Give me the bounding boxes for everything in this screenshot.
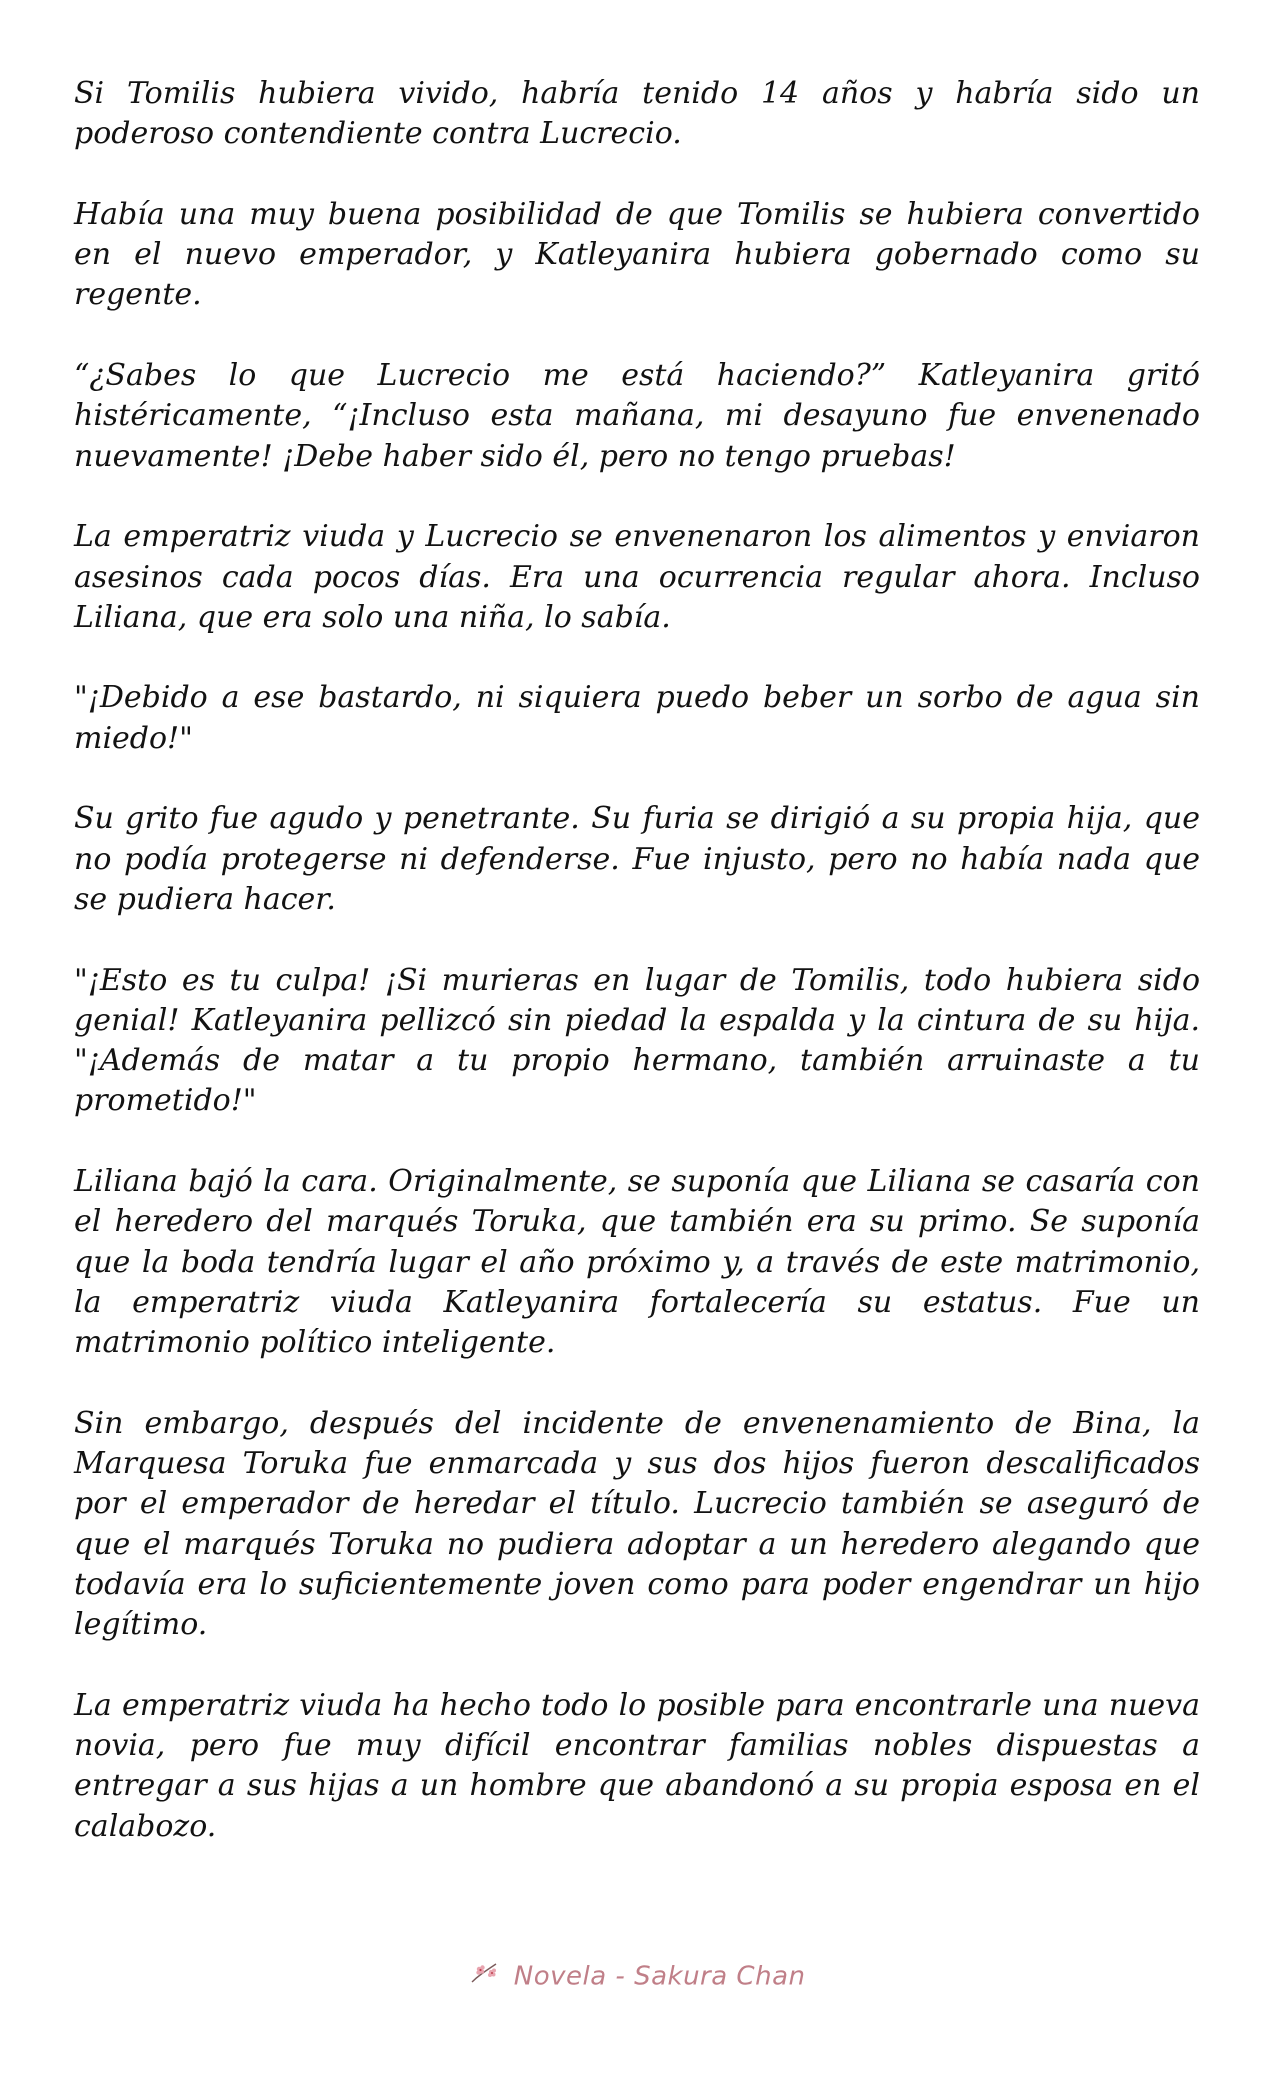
paragraph-8: Liliana bajó la cara. Originalmente, se suponía que Liliana se casaría con el heredero del marqués Toruka, que también era su primo. Se suponía que la boda tendría lugar el año próximo y, a través de este matrimonio, la emperatriz viuda Katleyanira fortalecería su estatus. Fue un matrimonio político inteligente.	[74, 1164, 1200, 1361]
paragraph-4: La emperatriz viuda y Lucrecio se envenenaron los alimentos y enviaron asesinos cada pocos días. Era una ocurrencia regular ahora. Incluso Liliana, que era solo una niña, lo sabía.	[74, 519, 1200, 635]
paragraph-2: Había una muy buena posibilidad de que Tomilis se hubiera convertido en el nuevo emperador, y Katleyanira hubiera gobernado como su regente.	[74, 196, 1200, 313]
paragraph-9: Sin embargo, después del incidente de envenenamiento de Bina, la Marquesa Toruka fue enmarcada y sus dos hijos fueron descalificados por el emperador de heredar el título. Lucrecio también se aseguró de que el marqués Toruka no pudiera adoptar a un heredero alegando que todavía era lo suficientemente joven como para poder engendrar un hijo legítimo.	[74, 1405, 1200, 1643]
cherry-blossom-icon	[470, 1960, 500, 1993]
paragraph-6: Su grito fue agudo y penetrante. Su furia se dirigió a su propia hija, que no podía protegerse ni defenderse. Fue injusto, pero no había nada que se pudiera hacer.	[74, 801, 1200, 917]
watermark-text: Novela - Sakura Chan	[513, 1961, 806, 1992]
paragraph-10: La emperatriz viuda ha hecho todo lo posible para encontrarle una nueva novia, pero fue muy difícil encontrar familias nobles dispuestas a entregar a sus hijas a un hombre que abandonó a su propia esposa en el calabozo.	[74, 1687, 1200, 1844]
paragraph-7: "¡Esto es tu culpa! ¡Si murieras en lugar de Tomilis, todo hubiera sido genial! Katleyanira pellizcó sin piedad la espalda y la cintura de su hija. "¡Además de matar a tu propio hermano, también arruinaste a tu prometido!"	[74, 962, 1200, 1119]
document-body	[74, 74, 1200, 1887]
paragraph-5: "¡Debido a ese bastardo, ni siquiera puedo beber un sorbo de agua sin miedo!"	[74, 680, 1200, 756]
paragraph-1: Si Tomilis hubiera vivido, habría tenido 14 años y habría sido un poderoso contendiente contra Lucrecio.	[74, 76, 1200, 152]
watermark	[0, 1960, 1275, 1993]
paragraph-3: “¿Sabes lo que Lucrecio me está haciendo?” Katleyanira gritó histéricamente, “¡Incluso esta mañana, mi desayuno fue envenenado nuevamente! ¡Debe haber sido él, pero no tengo pruebas!	[74, 358, 1200, 474]
